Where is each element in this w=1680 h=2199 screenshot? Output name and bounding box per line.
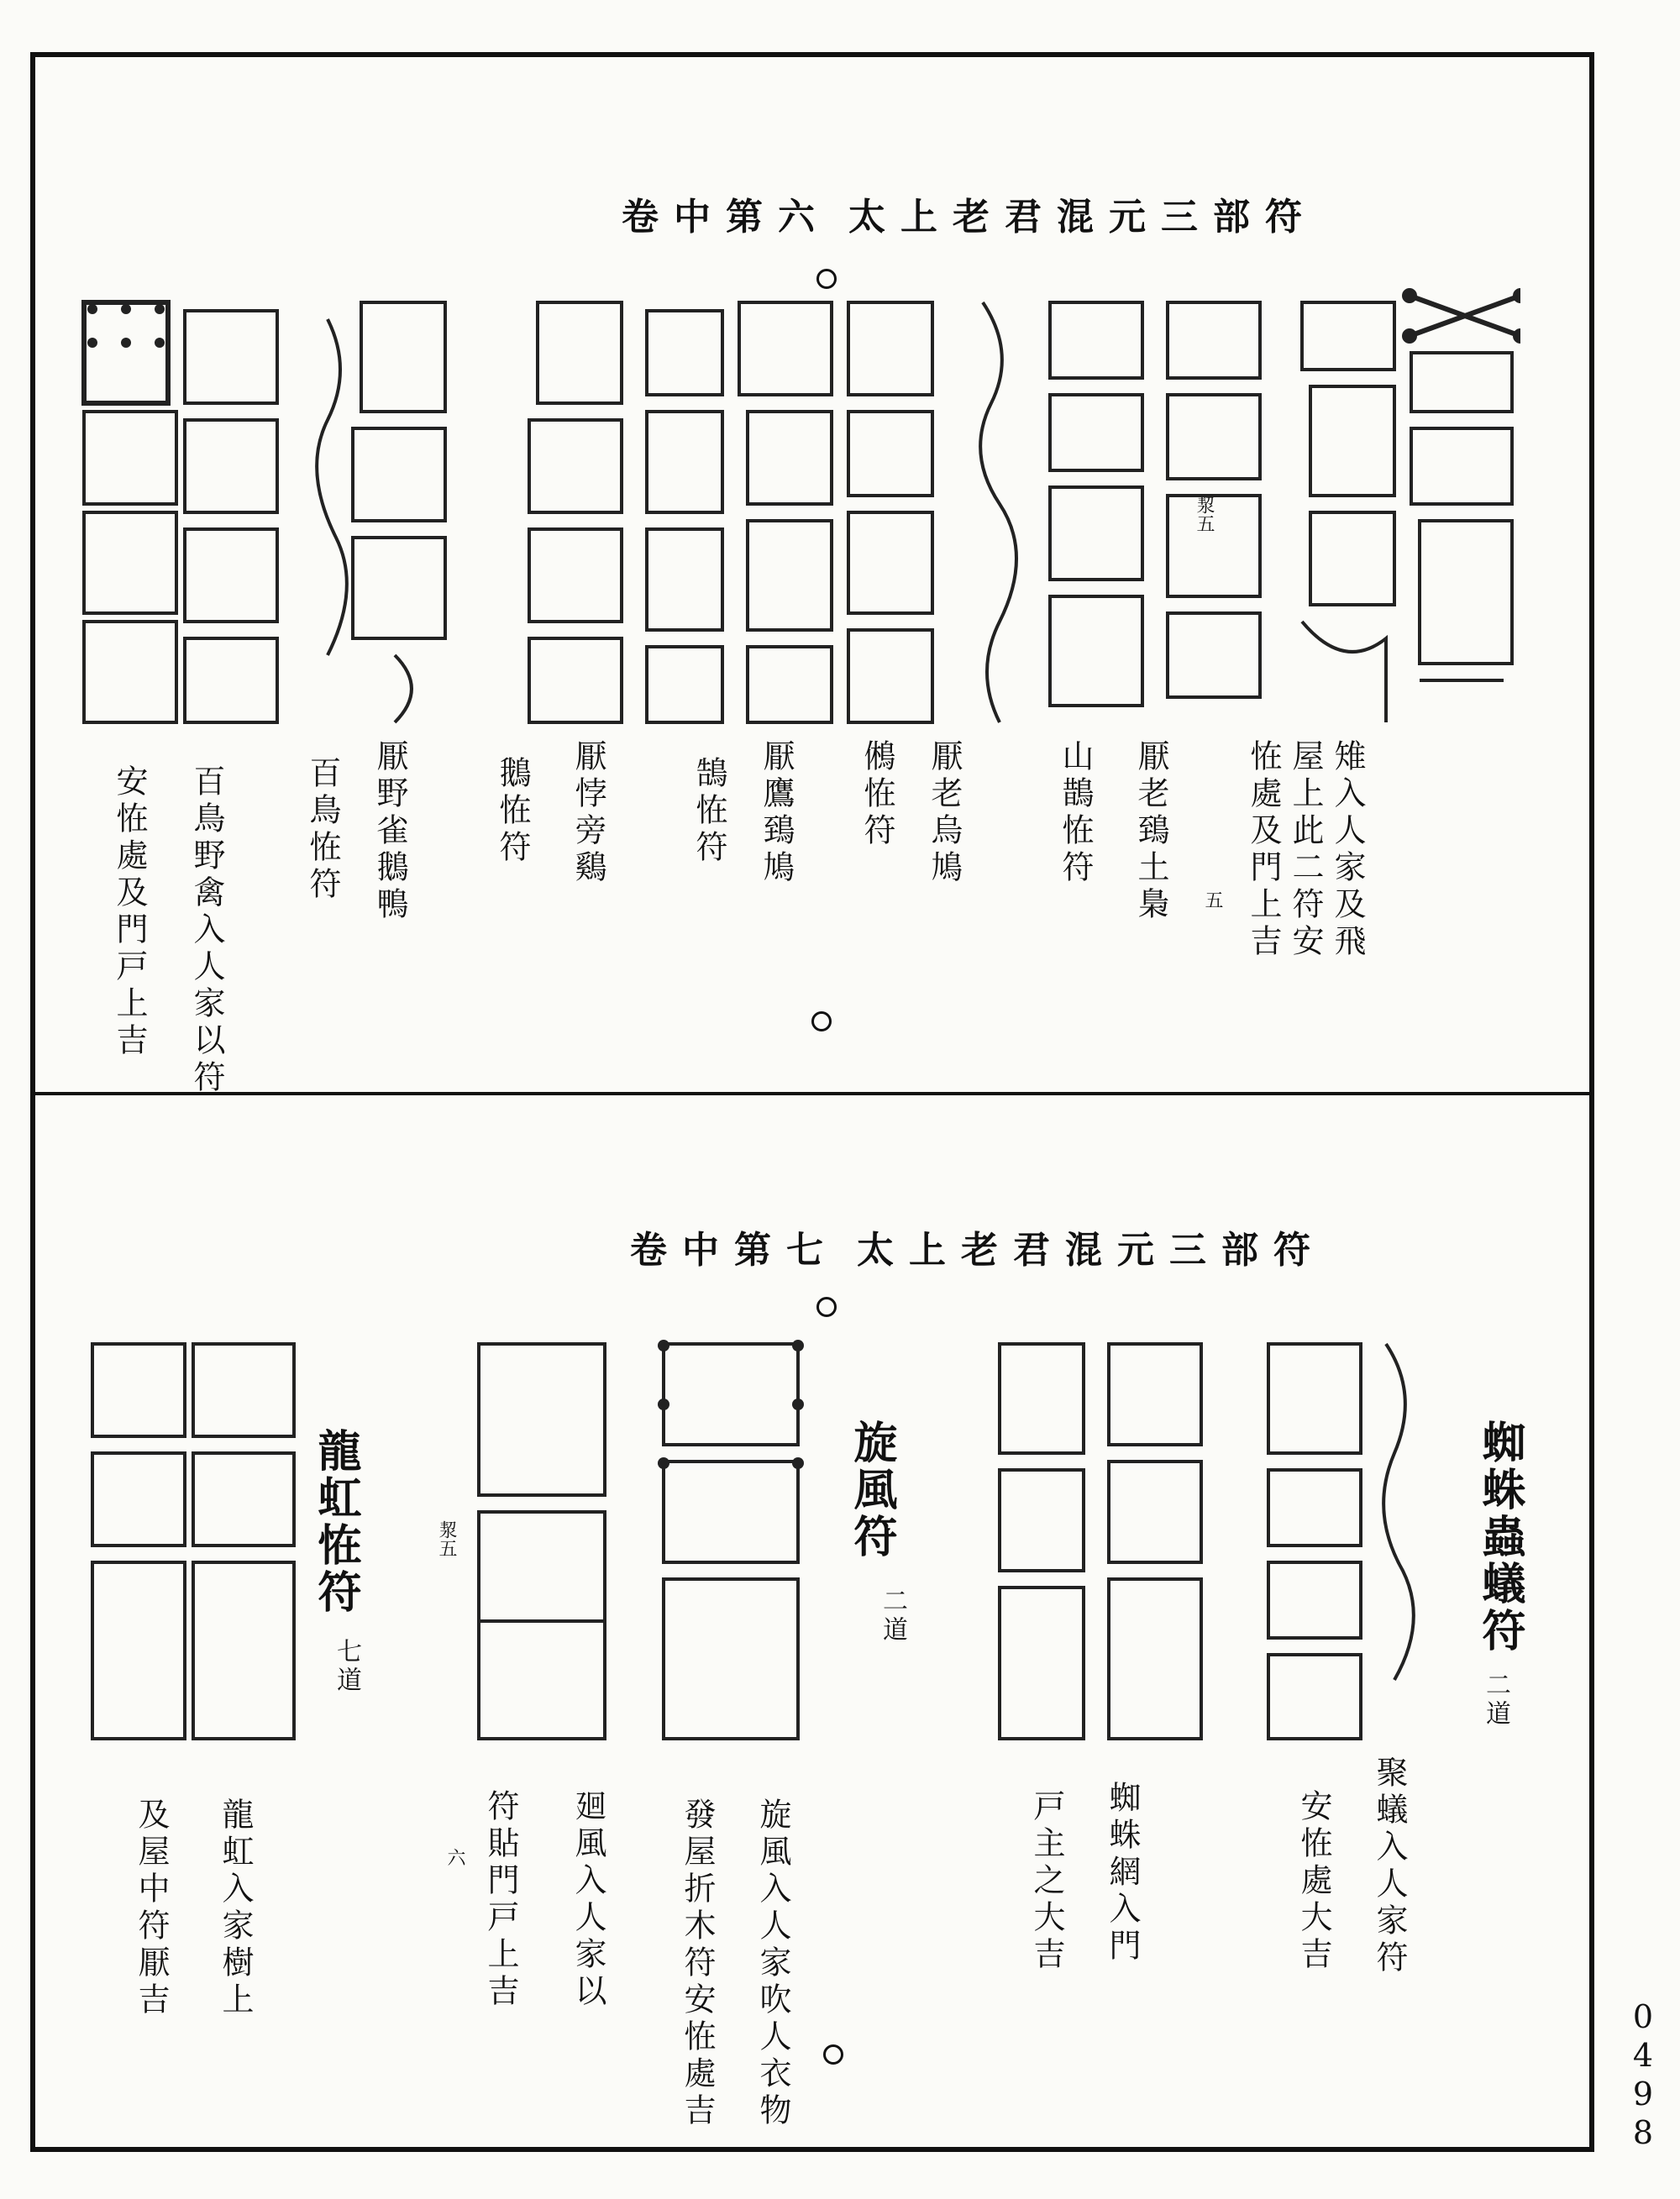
caption-bottom-spider-2-line-1: 蜘蛛網入門	[1104, 1781, 1141, 1965]
section-count-spider: 二道	[1481, 1672, 1510, 1729]
top-header-title: 太上老君混元三部符	[848, 196, 1317, 239]
section-count-whirlwind: 二道	[878, 1588, 907, 1645]
talisman-glyphs-top	[76, 286, 1520, 756]
caption-bottom-spider-1-line-2: 安恠處大吉	[1295, 1789, 1332, 1974]
binding-hole	[811, 1011, 832, 1031]
panel-divider	[30, 1092, 1594, 1095]
bottom-header-volume: 卷中第七	[630, 1229, 838, 1272]
caption-bottom-dragon-line-2: 及屋中符厭吉	[133, 1798, 170, 2019]
caption-top-5: 鵂恠符	[858, 739, 895, 850]
caption-top-7: 鵠恠符	[690, 756, 727, 867]
section-title-whirlwind: 旋風符	[846, 1420, 897, 1561]
caption-bottom-whirl-1-line-1: 旋風入人家吹人衣物	[754, 1798, 791, 2130]
section-title-dragon-rainbow: 龍虹恠符	[310, 1428, 361, 1616]
caption-top-12-line-2: 安恠處及門戸上吉	[111, 764, 148, 1060]
binding-hole	[816, 1297, 837, 1317]
caption-top-12-line-1: 百鳥野禽入人家以符	[188, 764, 225, 1097]
talisman-glyphs-bottom	[76, 1327, 1420, 1747]
binding-hole	[823, 2044, 843, 2065]
page-mark: 六	[444, 1848, 465, 1866]
seal-mark: 洯五	[436, 1520, 457, 1557]
section-count-dragon-rainbow: 七道	[332, 1638, 361, 1695]
caption-top-1-line-2: 屋上此二符安	[1287, 739, 1324, 961]
page-number: 0498	[1632, 1998, 1654, 2151]
top-header-volume: 卷中第六	[622, 196, 830, 239]
page-mark: 五	[1202, 890, 1223, 909]
caption-bottom-dragon-line-1: 龍虹入家樹上	[217, 1798, 254, 2019]
caption-top-11: 百鳥恠符	[304, 756, 341, 904]
caption-bottom-whirl-2-line-2: 符貼門戸上吉	[482, 1789, 519, 2011]
caption-top-2: 厭老鵄土梟	[1132, 739, 1169, 924]
caption-top-3: 山鵲恠符	[1057, 739, 1094, 887]
caption-top-1-line-1: 雉入人家及飛	[1329, 739, 1366, 961]
caption-bottom-spider-2-line-2: 戸主之大吉	[1028, 1789, 1065, 1974]
caption-top-1-line-3: 恠處及門上吉	[1245, 739, 1282, 961]
section-title-spider: 蜘蛛蟲蟻符	[1474, 1420, 1525, 1655]
caption-top-4: 厭老烏鳩	[926, 739, 963, 887]
caption-top-8: 厭悖旁鷄	[570, 739, 606, 887]
caption-bottom-whirl-1-line-2: 發屋折木符安恠處吉	[679, 1798, 716, 2130]
caption-bottom-spider-1-line-1: 聚蟻入人家符	[1371, 1756, 1408, 1977]
bottom-header-title: 太上老君混元三部符	[857, 1229, 1326, 1272]
caption-bottom-whirl-2-line-1: 廻風入人家以	[570, 1789, 606, 2011]
seal-mark: 洯五	[1194, 496, 1215, 533]
caption-top-6: 厭鷹鵄鳩	[758, 739, 795, 887]
caption-top-10: 厭野雀鵝鴨	[371, 739, 408, 924]
caption-top-9: 鵝恠符	[494, 756, 531, 867]
